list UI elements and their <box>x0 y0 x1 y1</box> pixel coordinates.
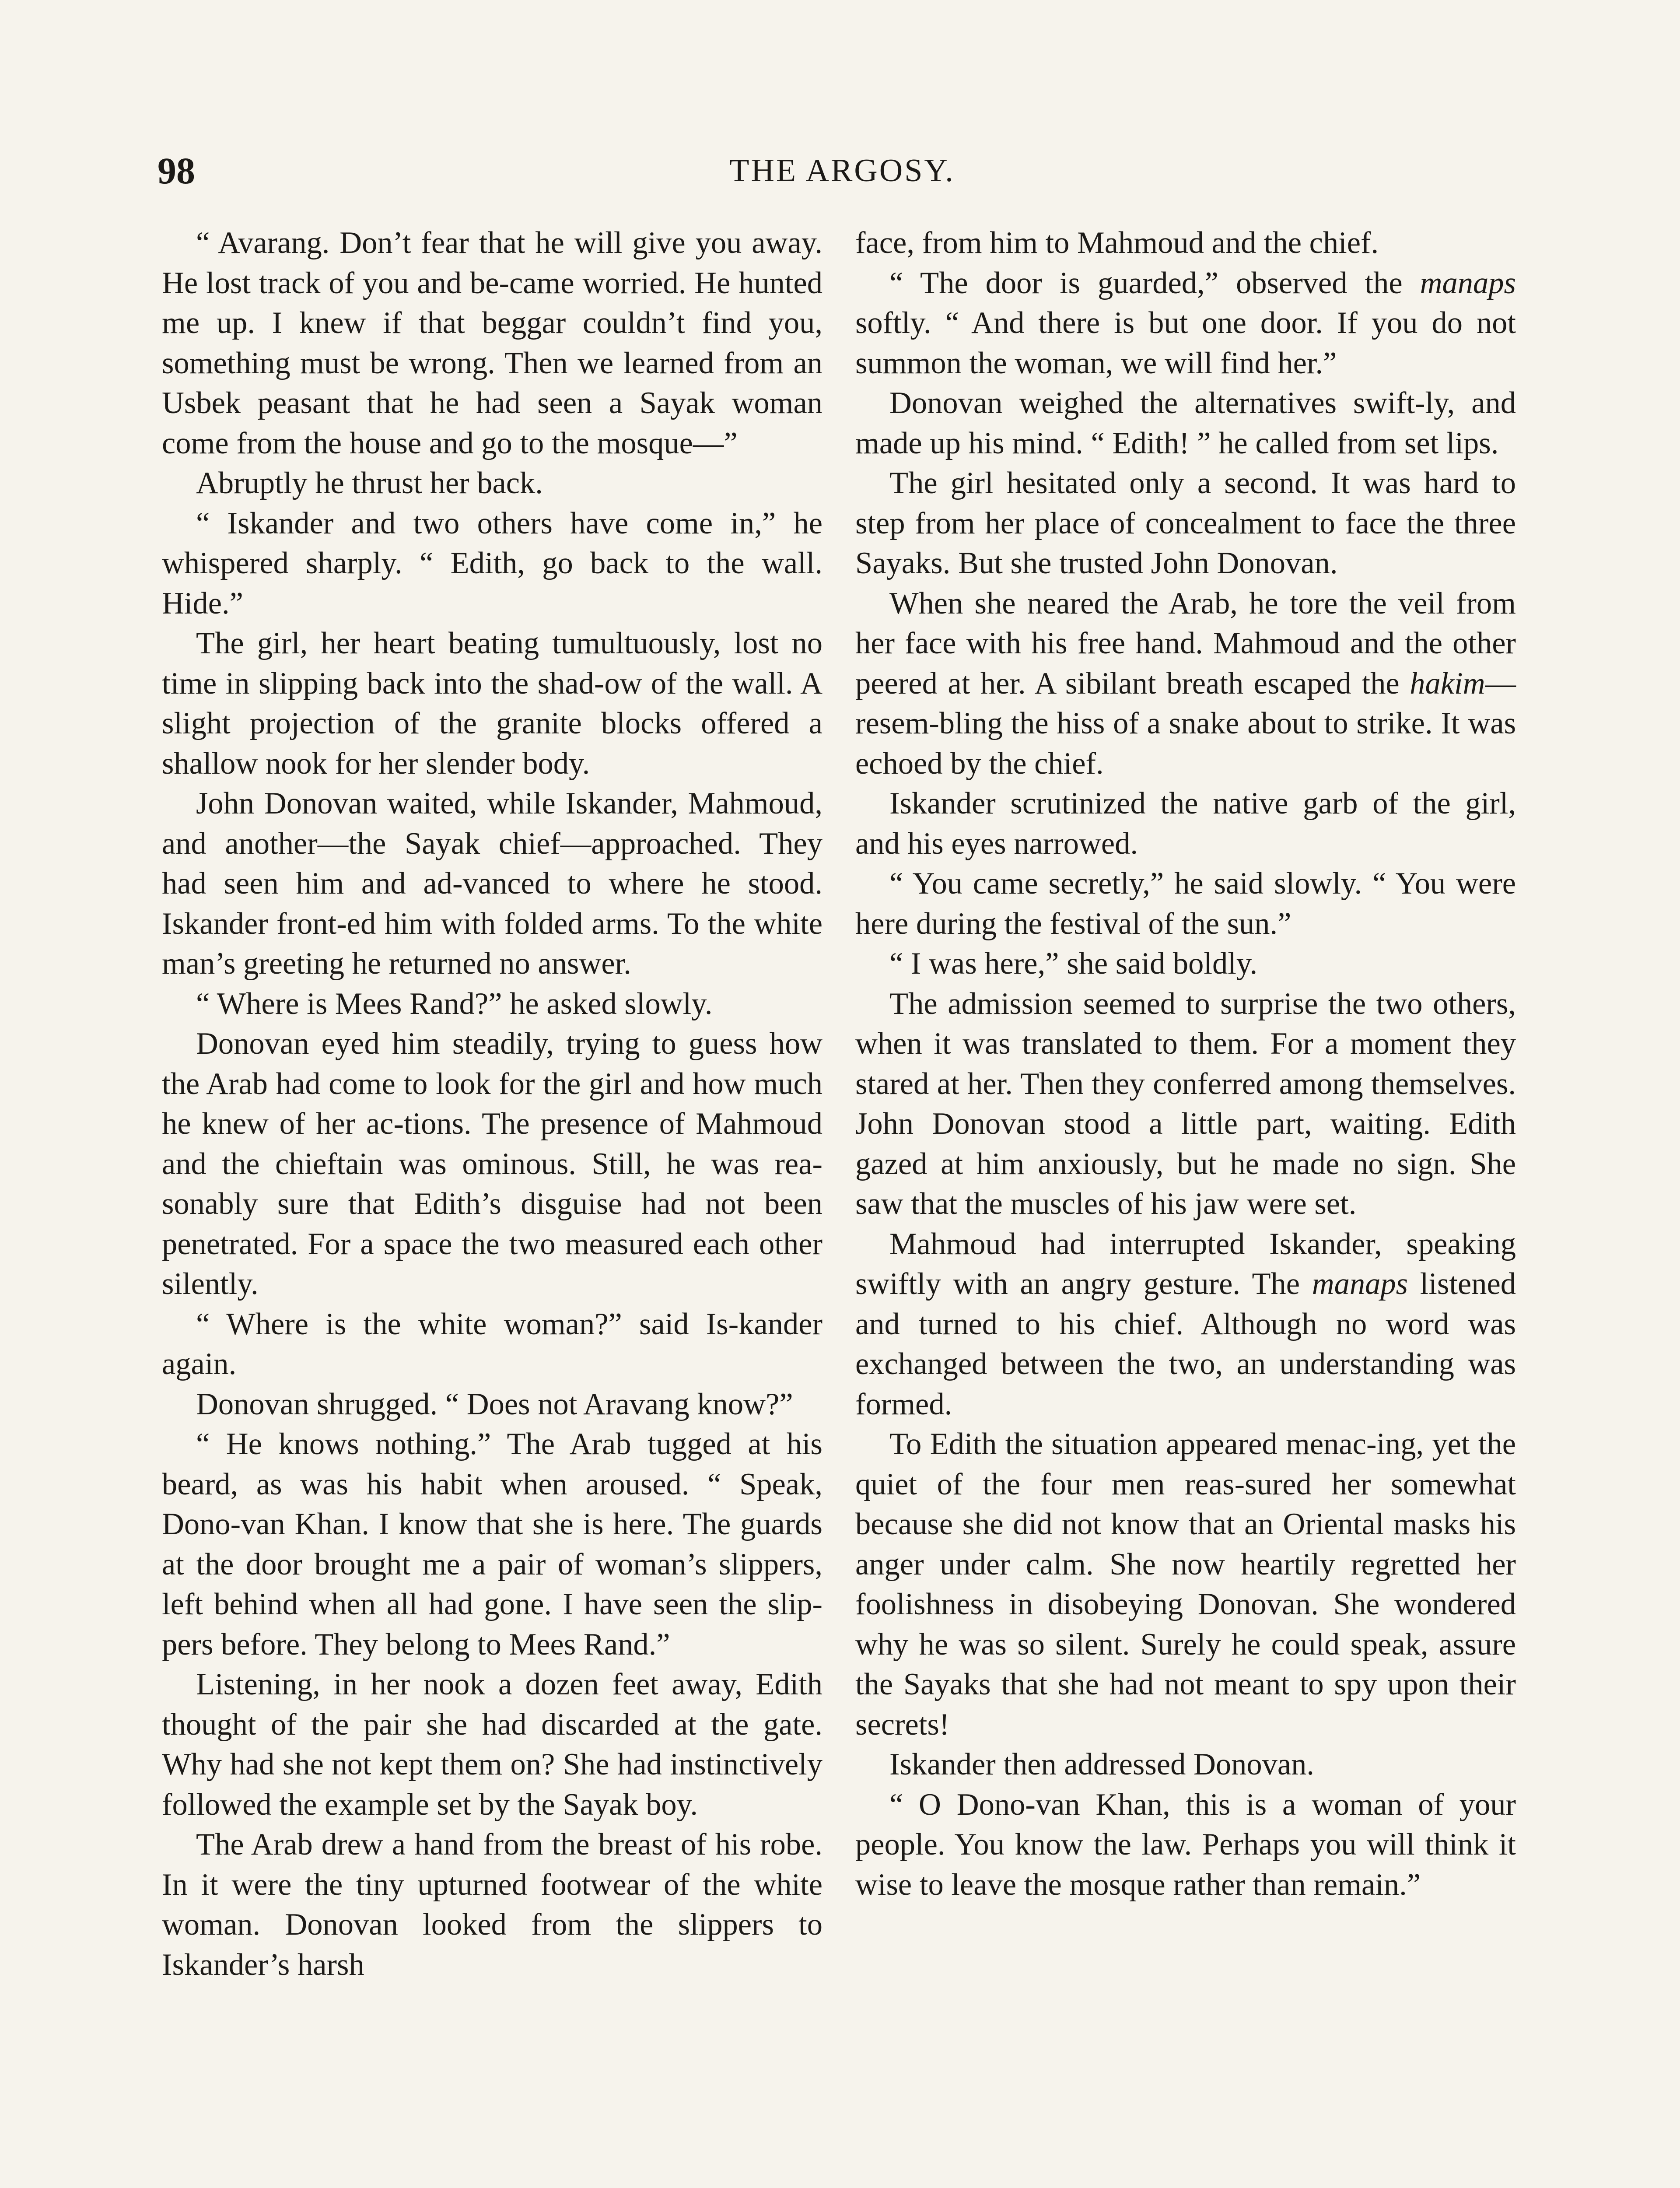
paragraph: The girl hesitated only a second. It was hard to step from her place of concealment to face the three Sayaks. But she trusted John Donovan. <box>855 466 1516 580</box>
paragraph-text: —resem-bling the hiss of a snake about to strike. It was echoed by the chief. <box>855 666 1516 781</box>
paragraph: Donovan shrugged. “ Does not Aravang know?” <box>196 1387 793 1421</box>
italic-term: manaps <box>1312 1267 1408 1301</box>
running-title: THE ARGOSY. <box>729 153 955 189</box>
paragraph: Donovan weighed the alternatives swift-ly, and made up his mind. “ Edith! ” he called from set lips. <box>855 386 1516 460</box>
paragraph: The Arab drew a hand from the breast of his robe. In it were the tiny upturned footwear of the white woman. Donovan looked from the slippers to Iskander’s harsh <box>162 1827 822 1982</box>
paragraph: The girl, her heart beating tumultuously, lost no time in slipping back into the shad-ow of the wall. A slight projection of the granite blocks offered a shallow nook for her slender body. <box>162 626 822 781</box>
paragraph: “ I was here,” she said boldly. <box>889 947 1258 981</box>
paragraph: “ Avarang. Don’t fear that he will give you away. He lost track of you and be-came worried. He hunted me up. I knew if that beggar couldn’t find you, something must be wrong. Then we learned from an Usbek peasant that he had seen a Sayak woman come from the house and go to the mosque—” <box>162 226 822 460</box>
paragraph: John Donovan waited, while Iskander, Mahmoud, and another—the Sayak chief—approached. They had seen him and ad-vanced to where he stood. Iskander front-ed him with folded arms. To the white man’s greeting he returned no answer. <box>162 786 822 981</box>
paragraph-text: Mahmoud had interrupted Iskander, speaking swiftly with an angry gesture. The <box>855 1227 1516 1301</box>
paragraph-text: listened and turned to his chief. Although no word was exchanged between the two, an understanding was formed. <box>855 1267 1516 1421</box>
paragraph: Iskander then addressed Donovan. <box>889 1747 1315 1781</box>
paragraph: The admission seemed to surprise the two others, when it was translated to them. For a moment they stared at her. Then they conferred among themselves. John Donovan stood a little part, waiting. Edith gazed at him anxiously, but he made no sign. She saw that the muscles of his jaw were set. <box>855 986 1516 1221</box>
paragraph: “ He knows nothing.” The Arab tugged at his beard, as was his habit when aroused. “ Speak, Dono-van Khan. I know that she is here. The guards at the door brought me a pair of woman’s slippers, left behind when all had gone. I have seen the slip-pers before. They belong to Mees Rand.” <box>162 1427 822 1662</box>
paragraph: To Edith the situation appeared menac-ing, yet the quiet of the four men reas-sured her somewhat because she did not know that an Oriental masks his anger under calm. She now heartily regretted her foolishness in disobeying Donovan. She wondered why he was so silent. Surely he could speak, assure the Sayaks that she had not meant to spy upon their secrets! <box>855 1427 1516 1742</box>
italic-term: manaps <box>1420 266 1516 300</box>
paragraph <box>855 263 1516 384</box>
paragraph: face, from him to Mahmoud and the chief. <box>855 226 1379 260</box>
page-header <box>158 147 1527 195</box>
paragraph-text: When she neared the Arab, he tore the veil from her face with his free hand. Mahmoud and the other peered at her. A sibilant breath escaped the <box>855 586 1516 701</box>
paragraph: Listening, in her nook a dozen feet away, Edith thought of the pair she had discarded at the gate. Why had she not kept them on? She had instinctively followed the example set by the Sayak boy. <box>162 1667 822 1822</box>
paragraph: “ Iskander and two others have come in,” he whispered sharply. “ Edith, go back to the wall. Hide.” <box>162 506 822 621</box>
paragraph-text: softly. “ And there is but one door. If you do not summon the woman, we will find her.” <box>855 306 1516 380</box>
right-column <box>855 223 1516 1905</box>
paragraph: Abruptly he thrust her back. <box>196 466 543 500</box>
paragraph-text: “ The door is guarded,” observed the <box>889 266 1420 300</box>
paragraph: “ Where is the white woman?” said Is-kander again. <box>162 1307 822 1381</box>
italic-term: hakim <box>1410 666 1485 701</box>
paragraph: “ You came secretly,” he said slowly. “ You were here during the festival of the sun.” <box>855 866 1516 941</box>
paragraph <box>855 584 1516 784</box>
paragraph: Donovan eyed him steadily, trying to guess how the Arab had come to look for the girl and how much he knew of her ac-tions. The presence of Mahmoud and the chieftain was ominous. Still, he was rea-sonably sure that Edith’s disguise had not been penetrated. For a space the two measured each other silently. <box>162 1027 822 1301</box>
paragraph: “ Where is Mees Rand?” he asked slowly. <box>196 986 713 1021</box>
paragraph: “ O Dono-van Khan, this is a woman of your people. You know the law. Perhaps you will think it wise to leave the mosque rather than remain.” <box>855 1787 1516 1902</box>
paragraph <box>855 1224 1516 1425</box>
page-number: 98 <box>158 150 195 192</box>
left-column <box>162 223 822 1985</box>
paragraph: Iskander scrutinized the native garb of the girl, and his eyes narrowed. <box>855 786 1516 861</box>
